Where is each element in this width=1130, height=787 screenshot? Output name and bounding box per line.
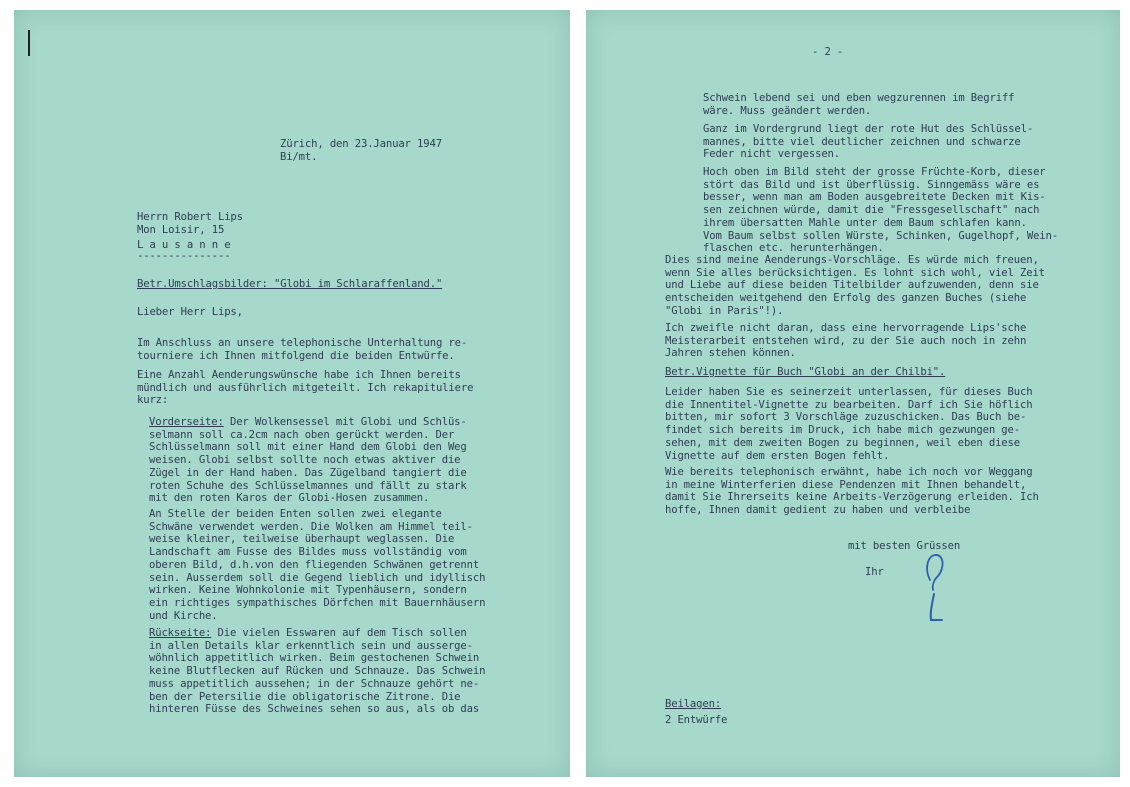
addressee-city-rule: ---------------: [137, 250, 231, 262]
salutation: Lieber Herr Lips,: [137, 306, 243, 318]
paragraph-vignette: Leider haben Sie es seinerzeit unterlassen, für dieses Buch die Innentitel-Vignette zu bearbeiten. Darf ich Sie höflich bitten, mir sofort 3 Vorschläge zuzuschicken. Das Buch be- findet sich bereits im Druck, ich habe mich gezwungen ge- sehen, mit dem zweiten Bogen zu beginnen, weil eben diese Vignette auf dem ersten Bogen fehlt.: [665, 386, 1033, 462]
letter-page-1: [14, 10, 570, 777]
subject-line: Betr.Umschlagsbilder: "Globi im Schlaraffenland.": [137, 278, 443, 290]
binder-mark: [28, 30, 30, 56]
closing: mit besten Grüssen: [848, 540, 961, 552]
enclosure-label: Beilagen:: [665, 698, 722, 710]
reference-line: Bi/mt.: [280, 151, 318, 163]
subject-vignette: Betr.Vignette für Buch "Globi an der Chilbi".: [665, 366, 946, 378]
closing-ihr: Ihr: [865, 566, 884, 578]
back-side-label: Rückseite:: [149, 627, 212, 639]
enclosure-text: 2 Entwürfe: [665, 714, 728, 726]
page-number: - 2 -: [812, 46, 844, 58]
letter-page-2: [586, 10, 1120, 777]
addressee-city: L a u s a n n e: [137, 239, 231, 251]
paragraph-suggestions: Dies sind meine Aenderungs-Vorschläge. Es würde mich freuen, wenn Sie alles berücksichtigen. Es lohnt sich wohl, viel Zeit und Liebe auf diese beiden Titelbilder aufzuwenden, denn sie entscheiden weitgehend den Erfolg des ganzen Buches (siehe "Globi in Paris"!).: [665, 254, 1045, 317]
paragraph-front-side: [149, 416, 467, 505]
paragraph-basket: Hoch oben im Bild steht der grosse Früchte-Korb, dieser stört das Bild und ist überflüssig. Sinngemäss wäre es besser, wenn man am Boden ausgebreitete Decken mit Kis- sen zeichnen würde, damit die "Fressgesellschaft" nach ihrem übersatten Mahle unter dem Baum schlafen kann. Vom Baum selbst sollen Würste, Schinken, Gugelhopf, Wein- flaschen etc. herunterhängen.: [703, 166, 1058, 255]
addressee-name: Herrn Robert Lips: [137, 211, 243, 223]
paragraph-holidays: Wie bereits telephonisch erwähnt, habe ich noch vor Weggang in meine Winterferien diese Pendenzen mit Ihnen behandelt, damit Sie Ihrerseits keine Arbeits-Verzögerung erleiden. Ich hoffe, Ihnen damit gedient zu haben und verbleibe: [665, 466, 1039, 517]
back-side-text: Die vielen Esswaren auf dem Tisch sollen in allen Details klar erkenntlich sein und ausserge- wöhnlich appetitlich wirken. Beim gestochenen Schwein keine Blutflecken auf Rücken und Schnauze. Das Schwein muss appetitlich aussehen; in der Schnauze gehört ne- ben der Petersilie die obligatorische Zitrone. Die hinteren Füsse des Schweines sehen so aus, als ob das: [149, 627, 486, 716]
front-side-text: Der Wolkensessel mit Globi und Schlüs- selmann soll ca.2cm nach oben gerückt werden. Der Schlüsselmann soll mit einer Hand dem Globi den Weg weisen. Globi selbst sollte noch etwas aktiver die Zügel in der Hand haben. Das Zügelband tangiert die roten Schuhe des Schlüsselmannes und fällt zu stark mit den roten Karos der Globi-Hosen zusammen.: [149, 416, 467, 505]
date-line: Zürich, den 23.Januar 1947: [280, 138, 442, 150]
addressee-street: Mon Loisir, 15: [137, 224, 225, 236]
handwritten-signature: [920, 550, 948, 628]
paragraph-continuation: Schwein lebend sei und eben wegzurennen im Begriff wäre. Muss geändert werden.: [703, 92, 1015, 117]
paragraph-doubt: Ich zweifle nicht daran, dass eine hervorragende Lips'sche Meisterarbeit entstehen wird, zu der Sie auch noch in zehn Jahren stehen können.: [665, 322, 1027, 360]
paragraph-wishes: Eine Anzahl Aenderungswünsche habe ich Ihnen bereits mündlich und ausführlich mitgeteilt. Ich rekapituliere kurz:: [137, 369, 474, 407]
front-side-label: Vorderseite:: [149, 416, 224, 428]
paragraph-hat: Ganz im Vordergrund liegt der rote Hut des Schlüssel- mannes, bitte viel deutlicher zeichnen und schwarze Feder nicht vergessen.: [703, 123, 1034, 161]
paragraph-back-side: [149, 627, 485, 716]
paragraph-swans: An Stelle der beiden Enten sollen zwei elegante Schwäne verwendet werden. Die Wolken am Himmel teil- weise kleiner, teilweise überhaupt weglassen. Die Landschaft am Fusse des Bildes muss vollständig vom oberen Bild, d.h.von den fliegenden Schwänen getrennt sein. Ausserdem soll die Gegend lieblich und idyllisch wirken. Keine Wohnkolonie mit Typenhäusern, sondern ein richtiges sympathisches Dörfchen mit Bauernhäusern und Kirche.: [149, 508, 486, 622]
paragraph-intro: Im Anschluss an unsere telephonische Unterhaltung re- tourniere ich Ihnen mitfolgend die beiden Entwürfe.: [137, 337, 468, 362]
